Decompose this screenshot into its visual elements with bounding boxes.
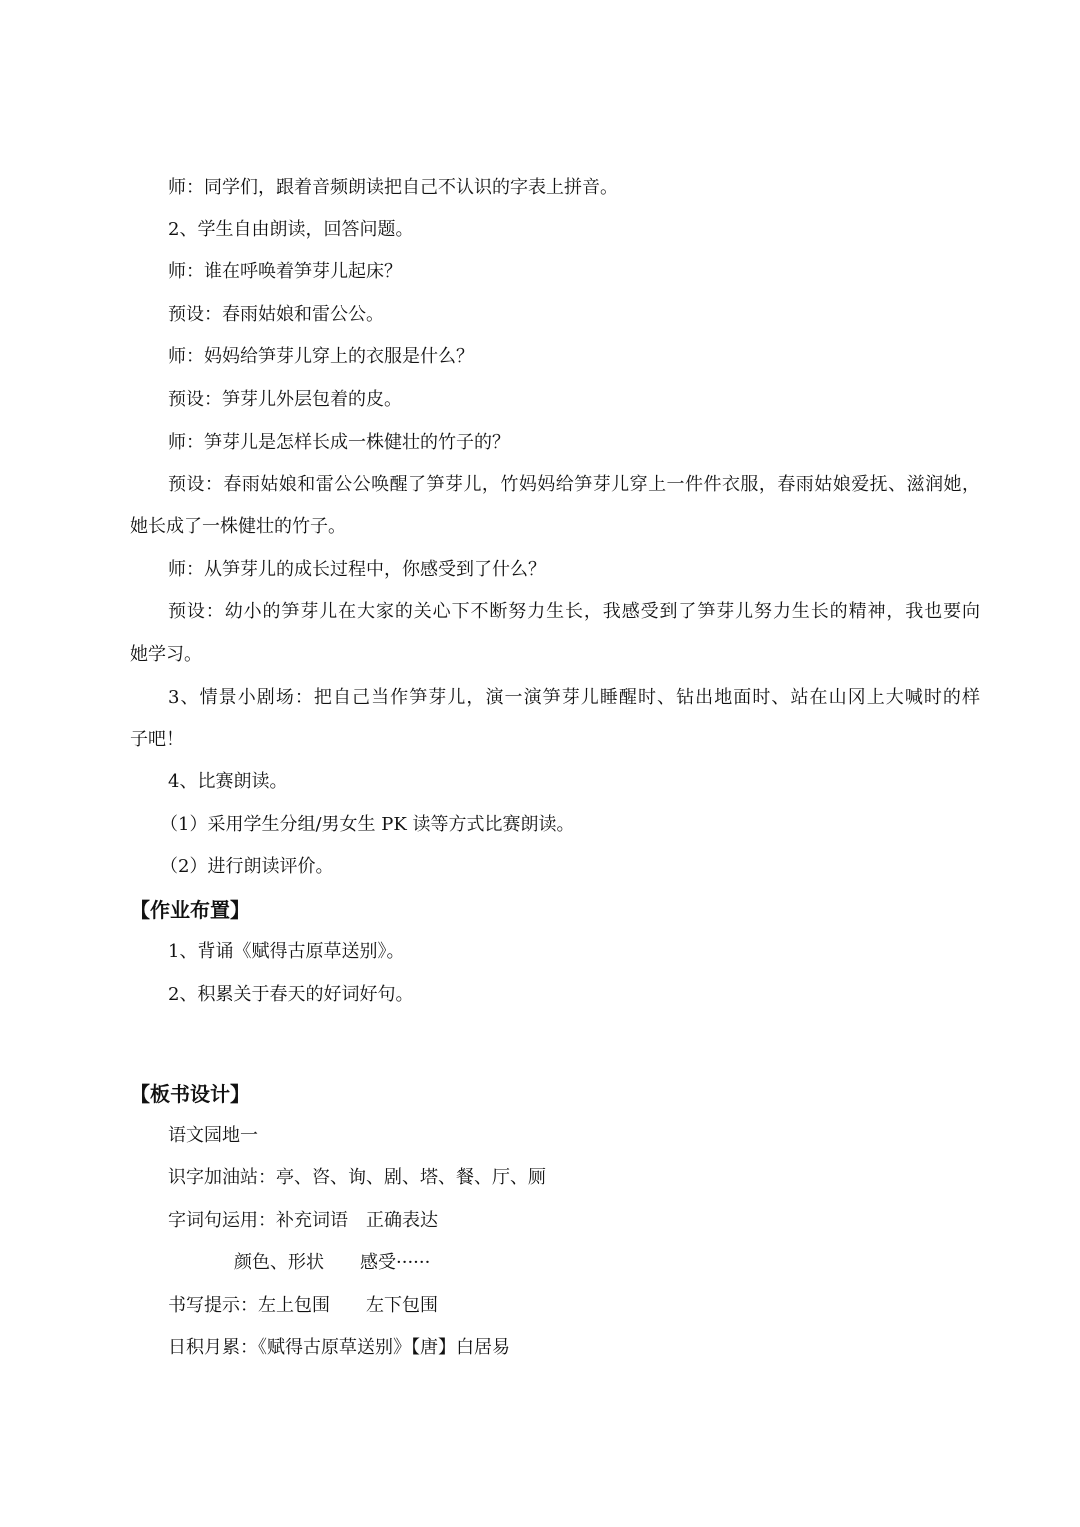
board-daily-accumulation: 日积月累：《赋得古原草送别》【唐】白居易 [168,1337,510,1358]
preset-answer-clothes: 预设：笋芽儿外层包着的皮。 [168,389,402,410]
homework-heading: 【作业布置】 [130,898,250,922]
teacher-question-who-calls: 师：谁在呼唤着笋芽儿起床？ [168,261,402,282]
board-writing-tips: 书写提示：左上包围 左下包围 [168,1295,438,1316]
preset-answer-feeling-line-2: 她学习。 [130,644,202,665]
teacher-question-clothes: 师：妈妈给笋芽儿穿上的衣服是什么？ [168,346,474,367]
contest-item-1: （1）采用学生分组/男女生 PK 读等方式比赛朗读。 [160,814,575,835]
contest-item-2: （2）进行朗读评价。 [160,856,334,877]
step-4-reading-contest: 4、比赛朗读。 [168,771,288,792]
board-title: 语文园地一 [168,1125,258,1146]
teacher-question-growth: 师：笋芽儿是怎样长成一株健壮的竹子的？ [168,432,510,453]
board-word-usage-detail: 颜色、形状 感受······ [234,1252,431,1273]
homework-item-1: 1、背诵《赋得古原草送别》。 [168,941,405,962]
step-3-scene-theater-line-2: 子吧！ [130,729,184,750]
homework-item-2: 2、积累关于春天的好词好句。 [168,984,414,1005]
teacher-question-feeling: 师：从笋芽儿的成长过程中，你感受到了什么？ [168,559,546,580]
preset-answer-growth-line-2: 她长成了一株健壮的竹子。 [130,516,346,537]
board-design-heading: 【板书设计】 [130,1082,250,1106]
preset-answer-who-calls: 预设：春雨姑娘和雷公公。 [168,304,384,325]
step-2-free-reading: 2、学生自由朗读，回答问题。 [168,219,414,240]
step-3-scene-theater-line-1: 3、情景小剧场：把自己当作笋芽儿，演一演笋芽儿睡醒时、钻出地面时、站在山冈上大喊时的样 [168,687,980,708]
preset-answer-growth-line-1: 预设：春雨姑娘和雷公公唤醒了笋芽儿，竹妈妈给笋芽儿穿上一件件衣服，春雨姑娘爱抚、滋润她， [168,474,980,495]
board-word-usage: 字词句运用：补充词语 正确表达 [168,1210,438,1231]
teacher-line-audio-reading: 师：同学们，跟着音频朗读把自己不认识的字表上拼音。 [168,177,618,198]
preset-answer-feeling-line-1: 预设：幼小的笋芽儿在大家的关心下不断努力生长，我感受到了笋芽儿努力生长的精神，我也要向 [168,601,980,622]
board-literacy-station: 识字加油站：亭、咨、询、剧、塔、餐、厅、厕 [168,1167,546,1188]
